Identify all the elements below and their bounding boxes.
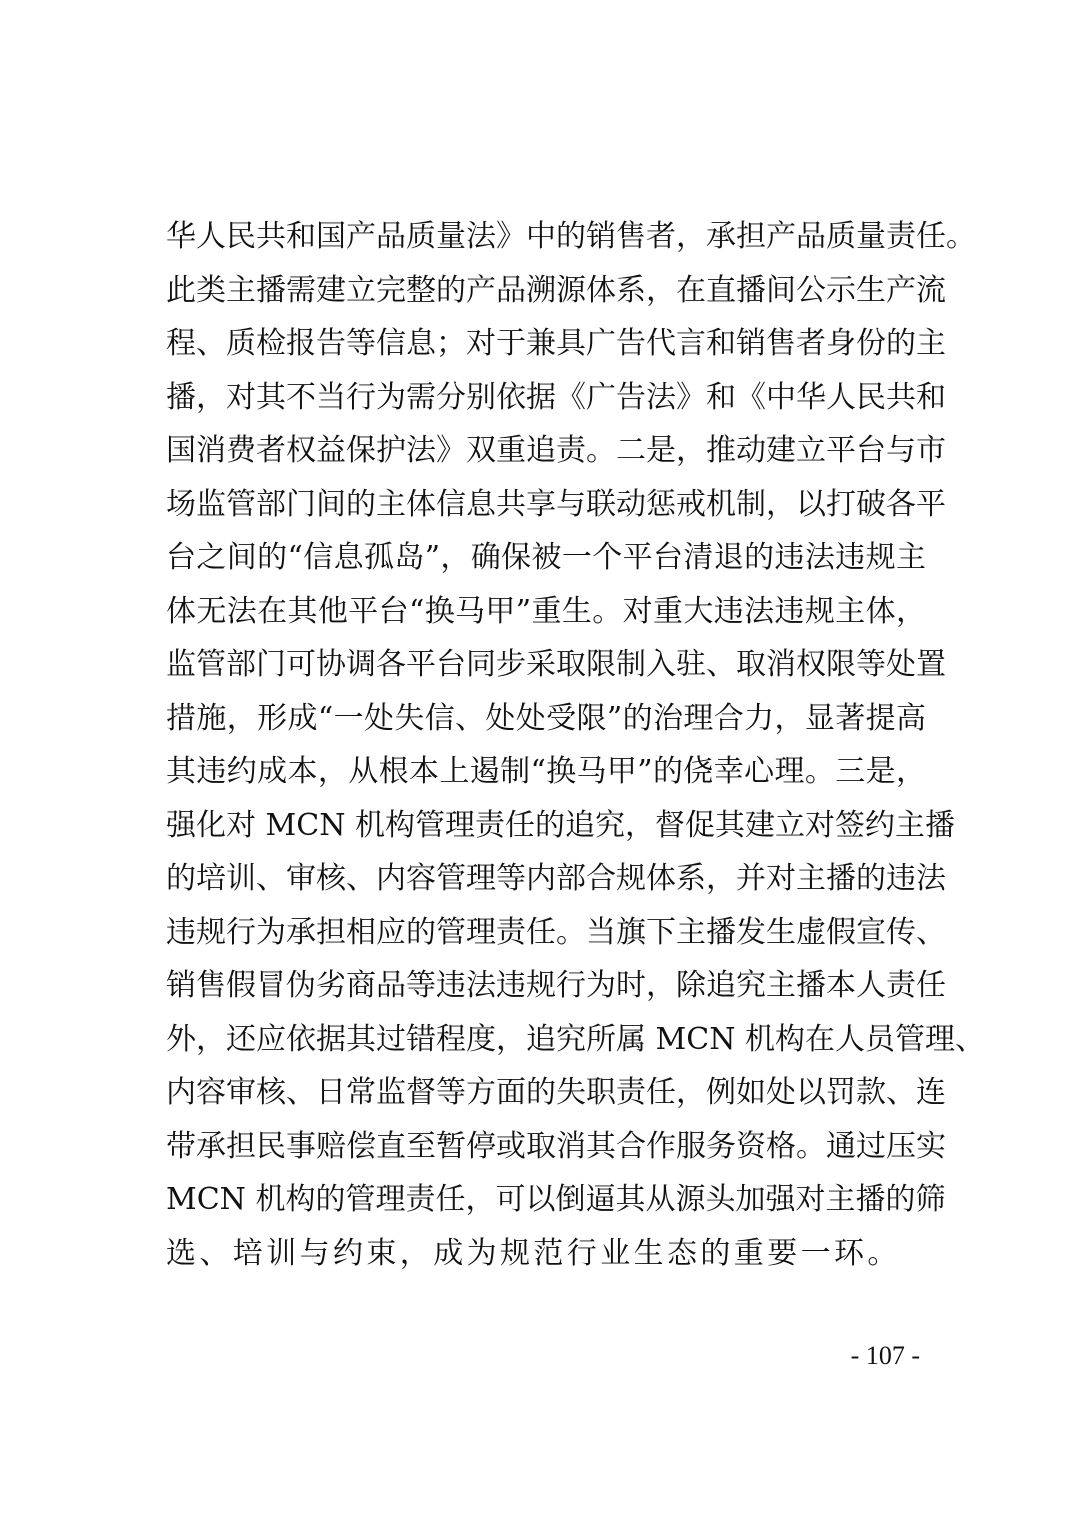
text-line: 的培训、审核、内容管理等内部合规体系，并对主播的违法 xyxy=(166,861,946,896)
text-line: 监管部门可协调各平台同步采取限制入驻、取消权限等处置 xyxy=(166,647,946,682)
text-line: 程、质检报告等信息；对于兼具广告代言和销售者身份的主 xyxy=(166,326,946,361)
text-line: 带承担民事赔偿直至暂停或取消其合作服务资格。通过压实 xyxy=(166,1128,946,1164)
text-line: 销售假冒伪劣商品等违法违规行为时，除追究主播本人责任 xyxy=(166,968,946,1003)
text-line: 播，对其不当行为需分别依据《广告法》和《中华人民共和 xyxy=(166,379,946,415)
text-line: 体无法在其他平台“换马甲”重生。对重大违法违规主体， xyxy=(166,593,926,629)
text-line: 内容审核、日常监督等方面的失职责任，例如处以罚款、连 xyxy=(166,1075,946,1110)
text-line: 外，还应依据其过错程度，追究所属 MCN 机构在人员管理、 xyxy=(166,1021,985,1057)
text-line: 场监管部门间的主体信息共享与联动惩戒机制，以打破各平 xyxy=(166,486,946,522)
text-line: 此类主播需建立完整的产品溯源体系，在直播间公示生产流 xyxy=(166,272,946,308)
text-line: 选、培训与约束，成为规范行业生态的重要一环。 xyxy=(166,1235,901,1271)
body-paragraph xyxy=(166,210,985,1280)
text-line: 华人民共和国产品质量法》中的销售者，承担产品质量责任。 xyxy=(166,219,976,254)
text-line: 措施，形成“一处失信、处处受限”的治理合力，显著提高 xyxy=(166,700,926,736)
text-line: 强化对 MCN 机构管理责任的追究，督促其建立对签约主播 xyxy=(166,807,955,843)
text-line: 台之间的“信息孤岛”，确保被一个平台清退的违法违规主 xyxy=(166,540,926,575)
text-line: 其违约成本，从根本上遏制“换马甲”的侥幸心理。三是， xyxy=(166,754,926,789)
text-line: 国消费者权益保护法》双重追责。二是，推动建立平台与市 xyxy=(166,433,946,468)
page-number: - 107 - xyxy=(850,1341,920,1370)
text-line: MCN 机构的管理责任，可以倒逼其从源头加强对主播的筛 xyxy=(166,1182,946,1217)
text-line: 违规行为承担相应的管理责任。当旗下主播发生虚假宣传、 xyxy=(166,914,946,950)
